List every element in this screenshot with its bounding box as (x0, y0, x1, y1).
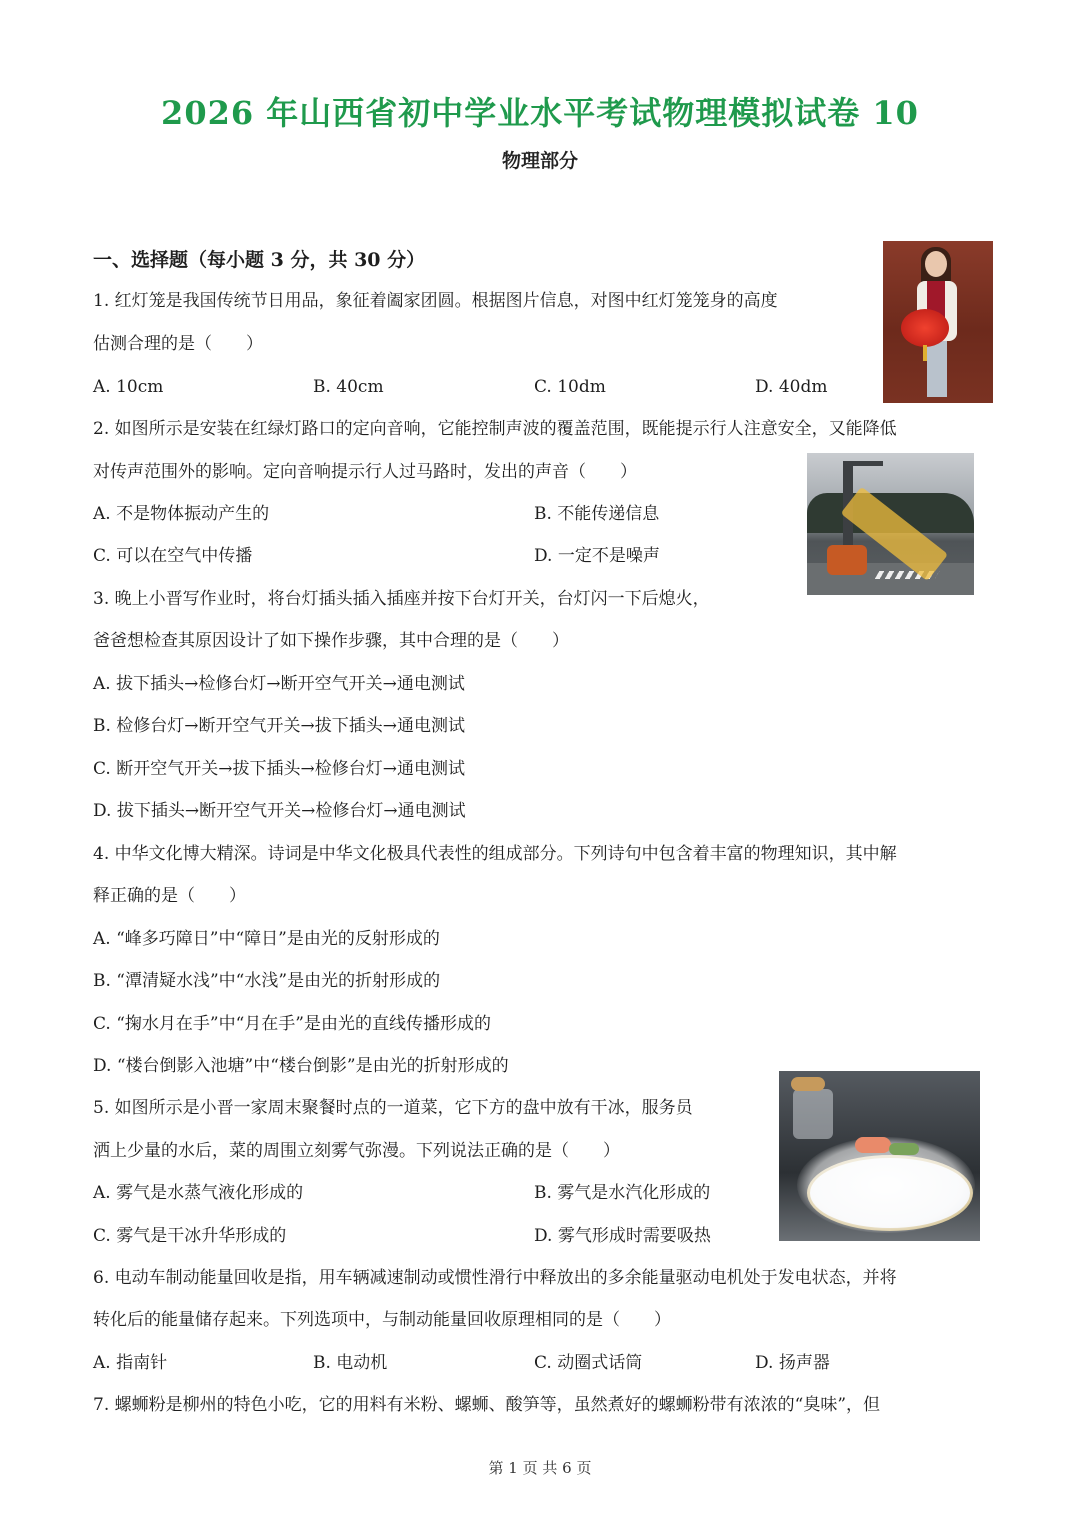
question-3-line-1: 3. 晚上小晋写作业时，将台灯插头插入插座并按下台灯开关，台灯闪一下后熄火， (93, 589, 710, 609)
question-6-line-1: 6. 电动车制动能量回收是指，用车辆减速制动或惯性滑行中释放出的多余能量驱动电机处于发电状态，并将 (93, 1268, 897, 1288)
question-3-line-2: 爸爸想检查其原因设计了如下操作步骤，其中合理的是（ ） (93, 631, 569, 651)
question-2-line-2: 对传声范围外的影响。定向音响提示行人过马路时，发出的声音（ ） (93, 462, 637, 482)
question-3-option-d: D. 拔下插头→断开空气开关→检修台灯→通电测试 (93, 801, 466, 821)
question-5-line-2: 洒上少量的水后，菜的周围立刻雾气弥漫。下列说法正确的是（ ） (93, 1141, 620, 1161)
question-4-option-b: B. “潭清疑水浅”中“水浅”是由光的折射形成的 (93, 971, 441, 991)
question-2-option-d: D. 一定不是噪声 (534, 546, 660, 566)
question-5-line-1: 5. 如图所示是小晋一家周末聚餐时点的一道菜，它下方的盘中放有干冰，服务员 (93, 1098, 693, 1118)
question-2-option-a: A. 不是物体振动产生的 (93, 504, 270, 524)
question-1-option-a: A. 10cm (93, 377, 164, 397)
page-footer: 第 1 页 共 6 页 (488, 1459, 592, 1477)
question-4-line-2: 释正确的是（ ） (93, 886, 246, 906)
question-1-option-b: B. 40cm (313, 377, 384, 397)
question-4-line-1: 4. 中华文化博大精深。诗词是中华文化极具代表性的组成部分。下列诗句中包含着丰富的物理知识，其中解 (93, 844, 897, 864)
question-5-option-a: A. 雾气是水蒸气液化形成的 (93, 1183, 304, 1203)
question-6-option-d: D. 扬声器 (755, 1353, 830, 1373)
question-3-option-b: B. 检修台灯→断开空气开关→拔下插头→通电测试 (93, 716, 466, 736)
question-2-option-c: C. 可以在空气中传播 (93, 546, 253, 566)
question-7-line-1: 7. 螺蛳粉是柳州的特色小吃，它的用料有米粉、螺蛳、酸笋等，虽然煮好的螺蛳粉带有浓浓的“臭味”，但 (93, 1395, 881, 1415)
exam-subtitle: 物理部分 (501, 150, 578, 172)
question-2-option-b: B. 不能传递信息 (534, 504, 660, 524)
exam-title: 2026 年山西省初中学业水平考试物理模拟试卷 10 (161, 94, 919, 132)
question-3-option-a: A. 拔下插头→检修台灯→断开空气开关→通电测试 (93, 674, 465, 694)
question-6-option-b: B. 电动机 (313, 1353, 388, 1373)
question-1-option-d: D. 40dm (755, 377, 828, 397)
question-6-option-c: C. 动圈式话筒 (534, 1353, 643, 1373)
question-4-option-d: D. “楼台倒影入池塘”中“楼台倒影”是由光的折射形成的 (93, 1056, 509, 1076)
question-5-option-d: D. 雾气形成时需要吸热 (534, 1226, 711, 1246)
section-heading: 一、选择题（每小题 3 分，共 30 分） (93, 249, 426, 271)
question-1-line-1: 1. 红灯笼是我国传统节日用品，象征着阖家团圆。根据图片信息，对图中红灯笼笼身的高度 (93, 291, 778, 311)
question-2-line-1: 2. 如图所示是安装在红绿灯路口的定向音响，它能控制声波的覆盖范围，既能提示行人注意安全，又能降低 (93, 419, 897, 439)
question-6-option-a: A. 指南针 (93, 1353, 168, 1373)
question-4-option-c: C. “掬水月在手”中“月在手”是由光的直线传播形成的 (93, 1014, 491, 1034)
dry-ice-dish-photo (779, 1071, 980, 1241)
directional-speaker-photo (807, 453, 974, 595)
question-1-line-2: 估测合理的是（ ） (93, 334, 263, 354)
question-3-option-c: C. 断开空气开关→拔下插头→检修台灯→通电测试 (93, 759, 465, 779)
lantern-photo (883, 241, 993, 403)
question-5-option-b: B. 雾气是水汽化形成的 (534, 1183, 711, 1203)
question-1-option-c: C. 10dm (534, 377, 606, 397)
question-4-option-a: A. “峰多巧障日”中“障日”是由光的反射形成的 (93, 929, 440, 949)
question-5-option-c: C. 雾气是干冰升华形成的 (93, 1226, 287, 1246)
question-6-line-2: 转化后的能量储存起来。下列选项中，与制动能量回收原理相同的是（ ） (93, 1310, 671, 1330)
